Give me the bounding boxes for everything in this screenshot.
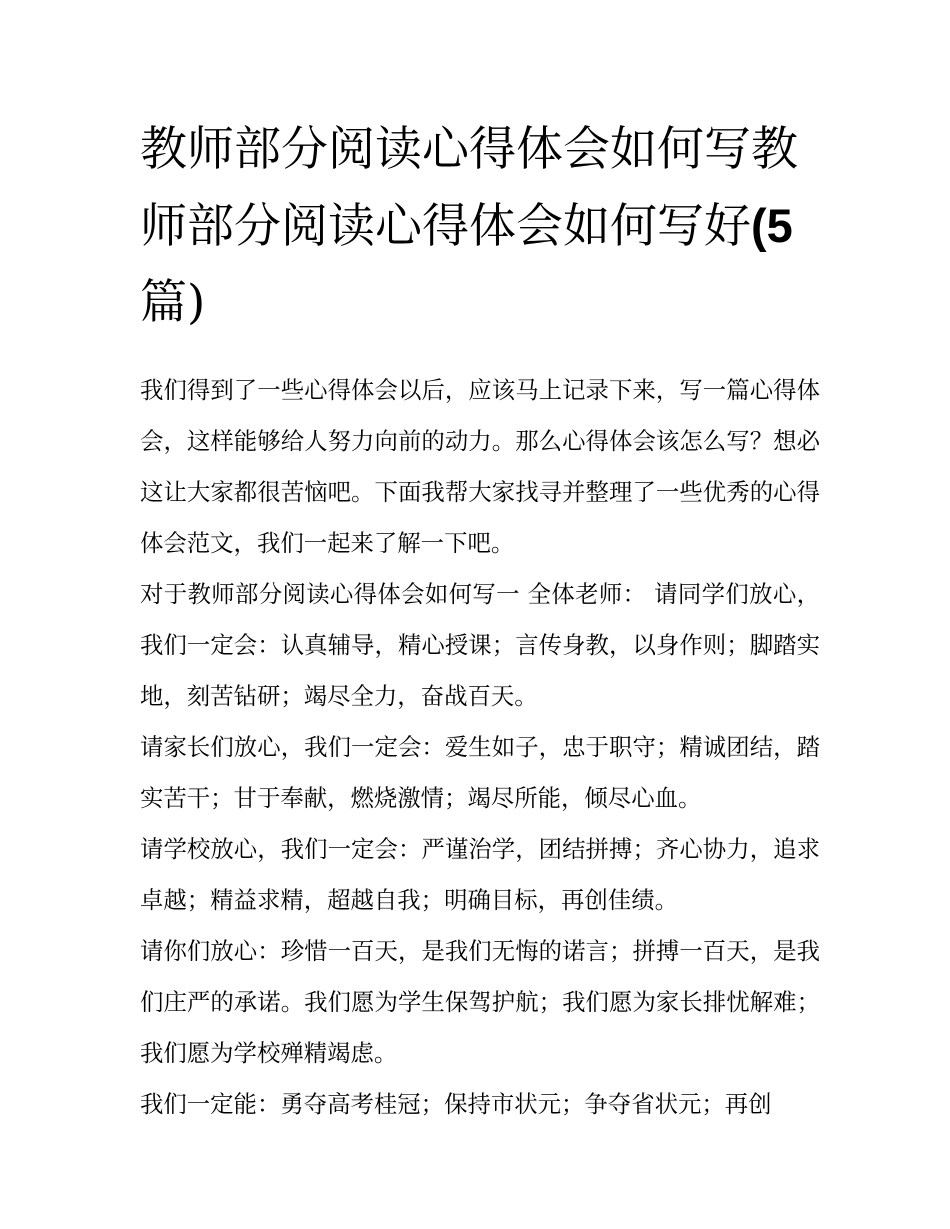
document-body (140, 365, 820, 1130)
title-suffix: 篇) (140, 275, 206, 330)
title-count: (5 (751, 199, 793, 252)
paragraph-intro: 我们得到了一些心得体会以后，应该马上记录下来，写一篇心得体会，这样能够给人努力向前的动力。那么心得体会该怎么写？想必这让大家都很苦恼吧。下面我帮大家找寻并整理了一些优秀的心得体会范文，我们一起来了解一下吧。 (140, 376, 820, 557)
paragraph-students: 请你们放心：珍惜一百天，是我们无悔的诺言；拼搏一百天，是我们庄严的承诺。我们愿为学生保驾护航；我们愿为家长排忧解难；我们愿为学校殚精竭虑。 (140, 937, 820, 1067)
title-text: 教师部分阅读心得体会如何写教师部分阅读心得体会如何写好 (140, 122, 798, 254)
paragraph-parents: 请家长们放心，我们一定会：爱生如子，忠于职守；精诚团结，踏实苦干；甘于奉献，燃烧激情；竭尽所能，倾尽心血。 (140, 733, 820, 812)
paragraph-teachers: 对于教师部分阅读心得体会如何写一 全体老师： 请同学们放心，我们一定会：认真辅导，精心授课；言传身教，以身作则；脚踏实地，刻苦钻研；竭尽全力，奋战百天。 (140, 580, 820, 710)
document-page (140, 112, 820, 1130)
document-title (140, 112, 820, 341)
paragraph-school: 请学校放心，我们一定会：严谨治学，团结拼搏；齐心协力，追求卓越；精益求精，超越自我；明确目标，再创佳绩。 (140, 835, 820, 914)
paragraph-goals: 我们一定能：勇夺高考桂冠；保持市状元；争夺省状元；再创 (140, 1090, 772, 1118)
